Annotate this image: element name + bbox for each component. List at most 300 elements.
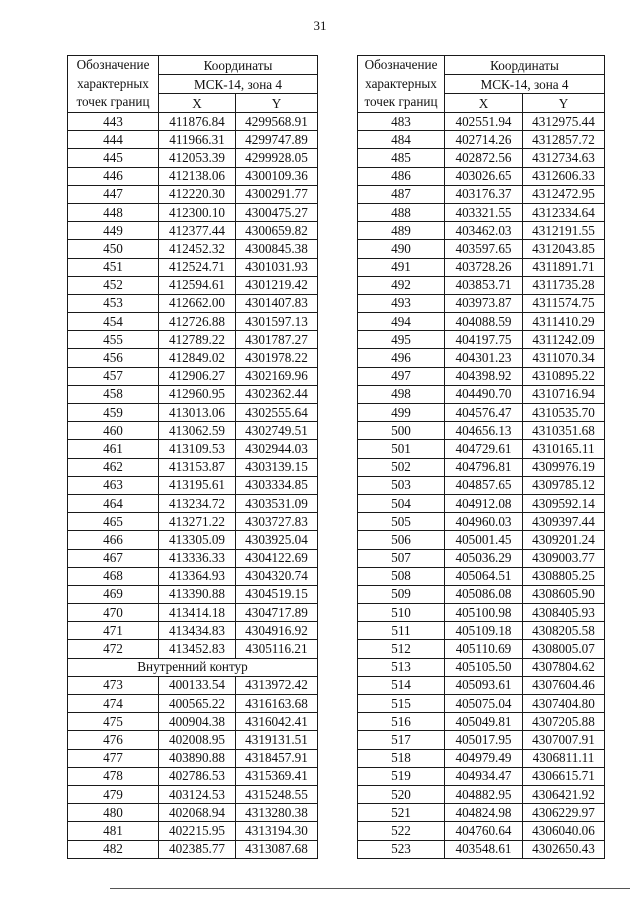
table-row (68, 422, 318, 440)
table-row (358, 440, 605, 458)
y-coordinate-cell: 4310165.11 (523, 440, 605, 458)
table-row (68, 222, 318, 240)
x-coordinate-cell: 404979.49 (445, 749, 523, 767)
x-coordinate-cell: 402551.94 (445, 113, 523, 131)
table-row (68, 349, 318, 367)
y-coordinate-cell: 4305116.21 (236, 640, 318, 658)
point-number-cell: 477 (68, 749, 159, 767)
y-coordinate-cell: 4307404.80 (523, 695, 605, 713)
table-row (68, 785, 318, 803)
table-row (68, 713, 318, 731)
y-coordinate-cell: 4319131.51 (236, 731, 318, 749)
table-row (68, 622, 318, 640)
point-number-cell: 469 (68, 585, 159, 603)
coordinate-system-header: МСК-14, зона 4 (445, 75, 605, 94)
point-number-cell: 455 (68, 331, 159, 349)
y-coordinate-cell: 4310351.68 (523, 422, 605, 440)
table-row (68, 313, 318, 331)
point-number-cell: 491 (358, 258, 445, 276)
point-designation-header (358, 56, 445, 113)
x-coordinate-cell: 404960.03 (445, 513, 523, 531)
x-coordinate-cell: 405100.98 (445, 604, 523, 622)
point-number-cell: 496 (358, 349, 445, 367)
table-row (68, 585, 318, 603)
table-row (358, 131, 605, 149)
point-number-cell: 520 (358, 785, 445, 803)
table-row (68, 331, 318, 349)
header-line: точек границ (364, 94, 438, 110)
point-number-cell: 452 (68, 276, 159, 294)
x-coordinate-cell: 412377.44 (159, 222, 236, 240)
point-number-cell: 486 (358, 167, 445, 185)
point-number-cell: 505 (358, 513, 445, 531)
point-number-cell: 488 (358, 203, 445, 221)
y-coordinate-cell: 4302555.64 (236, 404, 318, 422)
table-row (358, 385, 605, 403)
table-row (358, 695, 605, 713)
y-coordinate-cell: 4313087.68 (236, 840, 318, 858)
x-coordinate-cell: 412960.95 (159, 385, 236, 403)
table-row (68, 731, 318, 749)
point-number-cell: 446 (68, 167, 159, 185)
x-coordinate-cell: 402786.53 (159, 767, 236, 785)
point-number-cell: 471 (68, 622, 159, 640)
x-coordinate-cell: 402872.56 (445, 149, 523, 167)
page-number: 31 (313, 18, 327, 33)
point-number-cell: 464 (68, 494, 159, 512)
y-coordinate-cell: 4313972.42 (236, 676, 318, 694)
table-row (68, 695, 318, 713)
y-coordinate-cell: 4306229.97 (523, 804, 605, 822)
point-number-cell: 522 (358, 822, 445, 840)
table-row (358, 567, 605, 585)
point-number-cell: 473 (68, 676, 159, 694)
table-row (358, 622, 605, 640)
x-coordinate-cell: 412138.06 (159, 167, 236, 185)
table-row (68, 276, 318, 294)
point-number-cell: 492 (358, 276, 445, 294)
x-column-header: X (159, 94, 236, 113)
point-number-cell: 463 (68, 476, 159, 494)
y-coordinate-cell: 4302362.44 (236, 385, 318, 403)
point-number-cell: 454 (68, 313, 159, 331)
y-coordinate-cell: 4303727.83 (236, 513, 318, 531)
y-coordinate-cell: 4300475.27 (236, 203, 318, 221)
y-coordinate-cell: 4316163.68 (236, 695, 318, 713)
y-coordinate-cell: 4301597.13 (236, 313, 318, 331)
point-number-cell: 474 (68, 695, 159, 713)
x-coordinate-cell: 404729.61 (445, 440, 523, 458)
y-coordinate-cell: 4309201.24 (523, 531, 605, 549)
point-number-cell: 521 (358, 804, 445, 822)
x-coordinate-cell: 402008.95 (159, 731, 236, 749)
y-coordinate-cell: 4311410.29 (523, 313, 605, 331)
footer-divider (110, 888, 630, 889)
point-number-cell: 476 (68, 731, 159, 749)
x-coordinate-cell: 413390.88 (159, 585, 236, 603)
y-coordinate-cell: 4308005.07 (523, 640, 605, 658)
table-row (68, 458, 318, 476)
point-number-cell: 508 (358, 567, 445, 585)
point-number-cell: 497 (358, 367, 445, 385)
x-coordinate-cell: 402215.95 (159, 822, 236, 840)
table-row (358, 476, 605, 494)
point-number-cell: 506 (358, 531, 445, 549)
point-number-cell: 504 (358, 494, 445, 512)
y-coordinate-cell: 4312191.55 (523, 222, 605, 240)
point-number-cell: 443 (68, 113, 159, 131)
table-row (358, 149, 605, 167)
table-row (358, 458, 605, 476)
y-coordinate-cell: 4302749.51 (236, 422, 318, 440)
point-number-cell: 513 (358, 658, 445, 676)
x-coordinate-cell: 403890.88 (159, 749, 236, 767)
point-number-cell: 516 (358, 713, 445, 731)
table-row (358, 731, 605, 749)
x-coordinate-cell: 412220.30 (159, 185, 236, 203)
x-coordinate-cell: 403176.37 (445, 185, 523, 203)
point-number-cell: 501 (358, 440, 445, 458)
x-coordinate-cell: 404912.08 (445, 494, 523, 512)
x-coordinate-cell: 413452.83 (159, 640, 236, 658)
table-row (68, 640, 318, 658)
coordinates-table-left (67, 55, 318, 859)
x-coordinate-cell: 404576.47 (445, 404, 523, 422)
table-row (68, 567, 318, 585)
table-row (358, 422, 605, 440)
table-row (68, 804, 318, 822)
table-row (358, 294, 605, 312)
x-coordinate-cell: 413062.59 (159, 422, 236, 440)
x-coordinate-cell: 403026.65 (445, 167, 523, 185)
x-coordinate-cell: 400133.54 (159, 676, 236, 694)
table-row (68, 749, 318, 767)
point-number-cell: 475 (68, 713, 159, 731)
point-number-cell: 460 (68, 422, 159, 440)
x-coordinate-cell: 405017.95 (445, 731, 523, 749)
x-coordinate-cell: 413109.53 (159, 440, 236, 458)
x-coordinate-cell: 402385.77 (159, 840, 236, 858)
y-coordinate-cell: 4315248.55 (236, 785, 318, 803)
coordinates-header-title: Координаты (159, 56, 318, 75)
x-coordinate-cell: 403321.55 (445, 203, 523, 221)
y-coordinate-cell: 4306615.71 (523, 767, 605, 785)
y-coordinate-cell: 4308805.25 (523, 567, 605, 585)
point-number-cell: 466 (68, 531, 159, 549)
right-rows (358, 113, 605, 859)
point-number-cell: 515 (358, 695, 445, 713)
y-coordinate-cell: 4307205.88 (523, 713, 605, 731)
y-coordinate-cell: 4299928.05 (236, 149, 318, 167)
point-number-cell: 458 (68, 385, 159, 403)
y-coordinate-cell: 4309397.44 (523, 513, 605, 531)
x-coordinate-cell: 404656.13 (445, 422, 523, 440)
y-coordinate-cell: 4301031.93 (236, 258, 318, 276)
x-coordinate-cell: 413271.22 (159, 513, 236, 531)
table-row (358, 604, 605, 622)
table-row (68, 476, 318, 494)
point-number-cell: 465 (68, 513, 159, 531)
point-number-cell: 510 (358, 604, 445, 622)
y-coordinate-cell: 4307604.46 (523, 676, 605, 694)
point-number-cell: 462 (68, 458, 159, 476)
y-coordinate-cell: 4302650.43 (523, 840, 605, 858)
header-line: точек границ (76, 94, 150, 110)
table-row (68, 385, 318, 403)
y-coordinate-cell: 4318457.91 (236, 749, 318, 767)
header-line: Обозначение (76, 57, 150, 73)
point-number-cell: 503 (358, 476, 445, 494)
x-coordinate-cell: 405086.08 (445, 585, 523, 603)
y-coordinate-cell: 4302944.03 (236, 440, 318, 458)
y-coordinate-cell: 4311070.34 (523, 349, 605, 367)
y-coordinate-cell: 4312857.72 (523, 131, 605, 149)
y-coordinate-cell: 4311735.28 (523, 276, 605, 294)
table-row (358, 658, 605, 676)
x-coordinate-cell: 411876.84 (159, 113, 236, 131)
y-coordinate-cell: 4309592.14 (523, 494, 605, 512)
x-coordinate-cell: 413434.83 (159, 622, 236, 640)
y-coordinate-cell: 4306421.92 (523, 785, 605, 803)
x-coordinate-cell: 403462.03 (445, 222, 523, 240)
table-row (358, 276, 605, 294)
x-coordinate-cell: 412300.10 (159, 203, 236, 221)
table-row (358, 822, 605, 840)
y-coordinate-cell: 4299747.89 (236, 131, 318, 149)
y-coordinate-cell: 4304519.15 (236, 585, 318, 603)
x-coordinate-cell: 403728.26 (445, 258, 523, 276)
table-row (358, 640, 605, 658)
table-row (68, 113, 318, 131)
table-row (358, 513, 605, 531)
point-number-cell: 498 (358, 385, 445, 403)
table-row (358, 531, 605, 549)
table-row (358, 367, 605, 385)
point-number-cell: 517 (358, 731, 445, 749)
table-row (358, 240, 605, 258)
y-coordinate-cell: 4312975.44 (523, 113, 605, 131)
table-row (358, 258, 605, 276)
y-coordinate-cell: 4300291.77 (236, 185, 318, 203)
x-coordinate-cell: 413153.87 (159, 458, 236, 476)
y-coordinate-cell: 4308405.93 (523, 604, 605, 622)
table-row (358, 203, 605, 221)
point-number-cell: 457 (68, 367, 159, 385)
table-row (68, 149, 318, 167)
point-number-cell: 489 (358, 222, 445, 240)
x-coordinate-cell: 411966.31 (159, 131, 236, 149)
x-coordinate-cell: 412594.61 (159, 276, 236, 294)
x-coordinate-cell: 404490.70 (445, 385, 523, 403)
x-coordinate-cell: 413234.72 (159, 494, 236, 512)
x-coordinate-cell: 404857.65 (445, 476, 523, 494)
y-coordinate-cell: 4301219.42 (236, 276, 318, 294)
x-coordinate-cell: 404197.75 (445, 331, 523, 349)
table-row (68, 822, 318, 840)
x-coordinate-cell: 403124.53 (159, 785, 236, 803)
point-number-cell: 450 (68, 240, 159, 258)
y-coordinate-cell: 4300845.38 (236, 240, 318, 258)
y-coordinate-cell: 4303139.15 (236, 458, 318, 476)
point-number-cell: 494 (358, 313, 445, 331)
table-row (68, 167, 318, 185)
table-row (358, 804, 605, 822)
y-coordinate-cell: 4310716.94 (523, 385, 605, 403)
y-coordinate-cell: 4311574.75 (523, 294, 605, 312)
table-row (358, 313, 605, 331)
point-number-cell: 499 (358, 404, 445, 422)
table-row (358, 585, 605, 603)
x-coordinate-cell: 404934.47 (445, 767, 523, 785)
table-row (358, 167, 605, 185)
x-coordinate-cell: 412662.00 (159, 294, 236, 312)
table-row (358, 840, 605, 858)
table-row (68, 676, 318, 694)
table-row (68, 549, 318, 567)
table-row (68, 404, 318, 422)
x-coordinate-cell: 405109.18 (445, 622, 523, 640)
table-row (68, 840, 318, 858)
y-coordinate-cell: 4308605.90 (523, 585, 605, 603)
x-coordinate-cell: 405075.04 (445, 695, 523, 713)
coordinates-header-title: Координаты (445, 56, 605, 75)
table-row (68, 367, 318, 385)
left-rows-inner-contour (68, 676, 318, 858)
x-coordinate-cell: 403973.87 (445, 294, 523, 312)
y-coordinate-cell: 4303334.85 (236, 476, 318, 494)
y-coordinate-cell: 4306811.11 (523, 749, 605, 767)
x-coordinate-cell: 403853.71 (445, 276, 523, 294)
y-coordinate-cell: 4301978.22 (236, 349, 318, 367)
point-number-cell: 479 (68, 785, 159, 803)
table-row (358, 185, 605, 203)
point-number-cell: 451 (68, 258, 159, 276)
table-row (68, 513, 318, 531)
point-number-cell: 487 (358, 185, 445, 203)
point-number-cell: 495 (358, 331, 445, 349)
x-coordinate-cell: 405049.81 (445, 713, 523, 731)
y-coordinate-cell: 4310895.22 (523, 367, 605, 385)
point-number-cell: 481 (68, 822, 159, 840)
table-row (358, 785, 605, 803)
table-row (68, 240, 318, 258)
point-designation-header (68, 56, 159, 113)
point-number-cell: 507 (358, 549, 445, 567)
point-number-cell: 485 (358, 149, 445, 167)
y-coordinate-cell: 4311242.09 (523, 331, 605, 349)
point-number-cell: 500 (358, 422, 445, 440)
point-number-cell: 447 (68, 185, 159, 203)
x-coordinate-cell: 412849.02 (159, 349, 236, 367)
section-row (68, 658, 318, 676)
y-coordinate-cell: 4304122.69 (236, 549, 318, 567)
y-coordinate-cell: 4312734.63 (523, 149, 605, 167)
y-coordinate-cell: 4300659.82 (236, 222, 318, 240)
table-row (358, 331, 605, 349)
point-number-cell: 456 (68, 349, 159, 367)
x-coordinate-cell: 403548.61 (445, 840, 523, 858)
point-number-cell: 459 (68, 404, 159, 422)
point-number-cell: 480 (68, 804, 159, 822)
x-coordinate-cell: 413195.61 (159, 476, 236, 494)
table-row (68, 203, 318, 221)
table-row (358, 549, 605, 567)
x-coordinate-cell: 412452.32 (159, 240, 236, 258)
point-number-cell: 502 (358, 458, 445, 476)
x-coordinate-cell: 400565.22 (159, 695, 236, 713)
table-row (68, 604, 318, 622)
y-coordinate-cell: 4308205.58 (523, 622, 605, 640)
y-coordinate-cell: 4312472.95 (523, 185, 605, 203)
x-column-header: X (445, 94, 523, 113)
y-coordinate-cell: 4303531.09 (236, 494, 318, 512)
point-number-cell: 518 (358, 749, 445, 767)
coordinates-table-right (357, 55, 605, 859)
x-coordinate-cell: 403597.65 (445, 240, 523, 258)
header-line: Обозначение (364, 57, 438, 73)
point-number-cell: 514 (358, 676, 445, 694)
point-number-cell: 461 (68, 440, 159, 458)
x-coordinate-cell: 405036.29 (445, 549, 523, 567)
x-coordinate-cell: 413414.18 (159, 604, 236, 622)
x-coordinate-cell: 413336.33 (159, 549, 236, 567)
x-coordinate-cell: 404882.95 (445, 785, 523, 803)
y-column-header: Y (236, 94, 318, 113)
x-coordinate-cell: 404824.98 (445, 804, 523, 822)
point-number-cell: 484 (358, 131, 445, 149)
table-row (358, 676, 605, 694)
y-coordinate-cell: 4309976.19 (523, 458, 605, 476)
y-coordinate-cell: 4299568.91 (236, 113, 318, 131)
table-row (68, 531, 318, 549)
x-coordinate-cell: 405105.50 (445, 658, 523, 676)
y-coordinate-cell: 4304320.74 (236, 567, 318, 585)
y-coordinate-cell: 4315369.41 (236, 767, 318, 785)
x-coordinate-cell: 405093.61 (445, 676, 523, 694)
point-number-cell: 445 (68, 149, 159, 167)
y-coordinate-cell: 4316042.41 (236, 713, 318, 731)
y-coordinate-cell: 4300109.36 (236, 167, 318, 185)
x-coordinate-cell: 404796.81 (445, 458, 523, 476)
y-coordinate-cell: 4304916.92 (236, 622, 318, 640)
table-row (358, 767, 605, 785)
point-number-cell: 482 (68, 840, 159, 858)
point-number-cell: 483 (358, 113, 445, 131)
x-coordinate-cell: 412789.22 (159, 331, 236, 349)
table-row (68, 258, 318, 276)
y-coordinate-cell: 4307804.62 (523, 658, 605, 676)
x-coordinate-cell: 404301.23 (445, 349, 523, 367)
table-row (358, 404, 605, 422)
table-row (68, 185, 318, 203)
y-coordinate-cell: 4307007.91 (523, 731, 605, 749)
x-coordinate-cell: 412053.39 (159, 149, 236, 167)
y-coordinate-cell: 4311891.71 (523, 258, 605, 276)
x-coordinate-cell: 413013.06 (159, 404, 236, 422)
x-coordinate-cell: 404398.92 (445, 367, 523, 385)
table-row (358, 113, 605, 131)
point-number-cell: 519 (358, 767, 445, 785)
point-number-cell: 493 (358, 294, 445, 312)
x-coordinate-cell: 405110.69 (445, 640, 523, 658)
coordinate-system-header: МСК-14, зона 4 (159, 75, 318, 94)
x-coordinate-cell: 412726.88 (159, 313, 236, 331)
table-row (358, 713, 605, 731)
point-number-cell: 468 (68, 567, 159, 585)
x-coordinate-cell: 405001.45 (445, 531, 523, 549)
y-coordinate-cell: 4303925.04 (236, 531, 318, 549)
point-number-cell: 490 (358, 240, 445, 258)
